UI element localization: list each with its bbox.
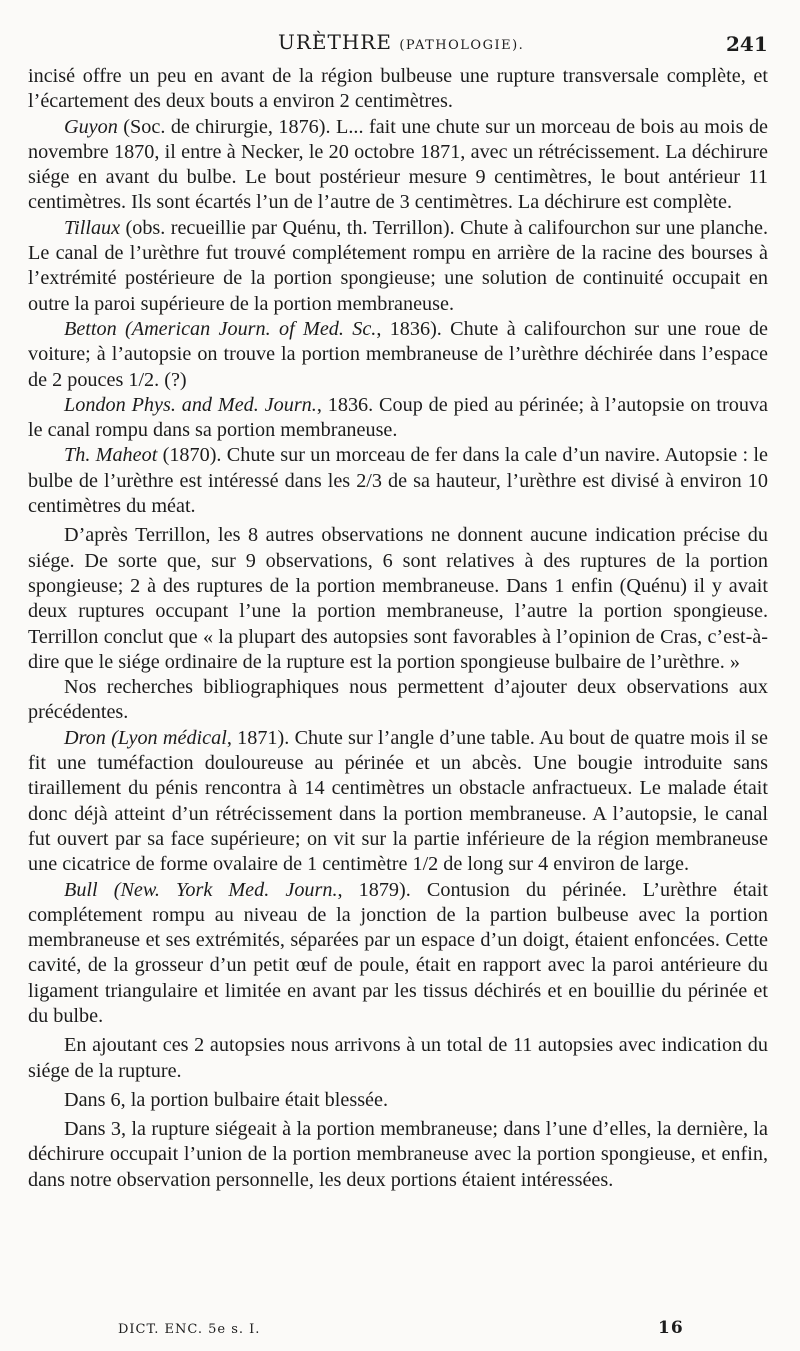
paragraph-text: D’après Terrillon, les 8 autres observations ne donnent aucune indication précise du siége. De sorte que, sur 9 observations, 6 sont relatives à des ruptures de la portion spongieuse; 2 à des ruptures de la portion membraneuse. Dans 1 enfin (Quénu) il y avait deux ruptures occupant l’une la portion membraneuse, l’autre la portion spongieuse. Terrillon conclut que « la plupart des autopsies sont favorables à l’opinion de Cras, c’est-à-dire que le siége ordinaire de la rupture est la portion spongieuse bulbaire de l’urèthre. » (28, 524, 768, 673)
paragraph-text: Dans 6, la portion bulbaire était blessée. (64, 1088, 389, 1111)
paragraph-text: incisé offre un peu en avant de la région bulbeuse une rupture transversale complète, et l’écartement des deux bouts a environ 2 centimètres. (28, 65, 768, 113)
printer-signature: DICT. ENC. 5e s. I. (118, 1322, 261, 1337)
paragraph-bulbaire (28, 1088, 768, 1113)
paragraph-text: (Soc. de chirurgie, 1876). L... fait une chute sur un morceau de bois au mois de novembre 1870, il entre à Necker, le 20 octobre 1871, avec un rétrécissement. La déchirure siége en avant du bulbe. Le bout postérieur mesure 9 centimètres, le bout antérieur 11 centimètres. Ils sont écartés l’un de l’autre de 3 centimètres. La déchirure est complète. (28, 115, 768, 214)
paragraph-text: , 1836. Coup de pied au périnée; à l’autopsie on trouva le canal rompu dans sa portion membraneuse. (28, 393, 768, 442)
sheet-number: 16 (658, 1318, 684, 1338)
author-name: Tillaux (64, 216, 121, 239)
observation-guyon (28, 115, 768, 216)
observation-maheot (28, 443, 768, 519)
paragraph-continued (28, 64, 768, 115)
paragraph-text: (obs. recueillie par Quénu, th. Terrillon). Chute à califourchon sur une planche. Le canal de l’urèthre fut trouvé complétement rompu en arrière de la racine des bourses à l’extrémité postérieure de la portion spongieuse; une solution de continuité occupait en outre la paroi supérieure de la portion membraneuse. (28, 216, 768, 315)
author-name: Betton (64, 317, 117, 340)
paragraph-text: (1870). Chute sur un morceau de fer dans la cale d’un navire. Autopsie : le bulbe de l’urèthre est intéressé dans les 2/3 de sa hauteur, l’urèthre est divisé à environ 10 centimètres du méat. (28, 444, 768, 518)
paragraph-text: En ajoutant ces 2 autopsies nous arrivons à un total de 11 autopsies avec indication du siége de la rupture. (28, 1034, 768, 1082)
paragraph-terrillon (28, 523, 768, 675)
author-name: Dron (64, 726, 106, 749)
observation-dron (28, 726, 768, 878)
paragraph-text: , 1836). Chute à califourchon sur une roue de voiture; à l’autopsie on trouve la portion membraneuse de l’urèthre déchirée dans l’espace de 2 pouces 1/2. (?) (28, 317, 768, 391)
observation-london (28, 393, 768, 444)
journal-name: (New. York Med. Journ. (97, 878, 338, 901)
header-subtitle: (PATHOLOGIE). (399, 38, 525, 53)
author-name: Guyon (64, 115, 118, 138)
observation-betton (28, 317, 768, 393)
observation-bull (28, 878, 768, 1030)
paragraph-recherches (28, 675, 768, 726)
paragraph-text: , 1879). Contusion du périnée. L’urèthre était complétement rompu au niveau de la jonction de la partion bulbeuse avec la portion membraneuse et ses extrémités, séparées par un espace d’un doigt, étaient enfoncées. Cette cavité, de la grosseur d’un petit œuf de poule, était en rapport avec la paroi antérieure du ligament triangulaire et limitée en avant par les tissus déchirés et en bouillie du périnée et du bulbe. (28, 878, 768, 1027)
paragraph-text: Nos recherches bibliographiques nous permettent d’ajouter deux observations aux précédentes. (28, 676, 768, 724)
paragraph-total (28, 1033, 768, 1084)
page-number: 241 (726, 32, 768, 56)
running-title (278, 30, 524, 54)
body-text (28, 64, 768, 1193)
author-name: Bull (64, 878, 98, 901)
paragraph-membraneuse (28, 1117, 768, 1193)
journal-name: London Phys. and Med. Journ. (64, 393, 317, 416)
running-header (0, 22, 800, 62)
observation-tillaux (28, 216, 768, 317)
journal-name: (American Journ. of Med. Sc. (116, 317, 377, 340)
page-footer (0, 1320, 800, 1344)
paragraph-text: Dans 3, la rupture siégeait à la portion membraneuse; dans l’une d’elles, la dernière, la déchirure occupait l’union de la portion membraneuse avec la portion spongieuse, et enfin, dans notre observation personnelle, les deux portions étaient intéressées. (28, 1118, 768, 1191)
header-title: URÈTHRE (278, 30, 392, 54)
paragraph-text: , 1871). Chute sur l’angle d’une table. Au bout de quatre mois il se fit une tuméfaction douloureuse au périnée et un abcès. Une bougie introduite sans tiraillement du pénis rencontra à 14 centimètres un obstacle anfractueux. Le malade était donc déjà atteint d’un rétrécissement dans la portion membraneuse. A l’autopsie, le canal fut ouvert par sa face supérieure; on vit sur la partie inférieure de la région membraneuse une cicatrice de forme ovalaire de 1 centimètre 1/2 de long sur 4 environ de large. (28, 726, 768, 876)
journal-name: (Lyon médical (105, 726, 227, 749)
author-name: Th. Maheot (64, 444, 158, 467)
